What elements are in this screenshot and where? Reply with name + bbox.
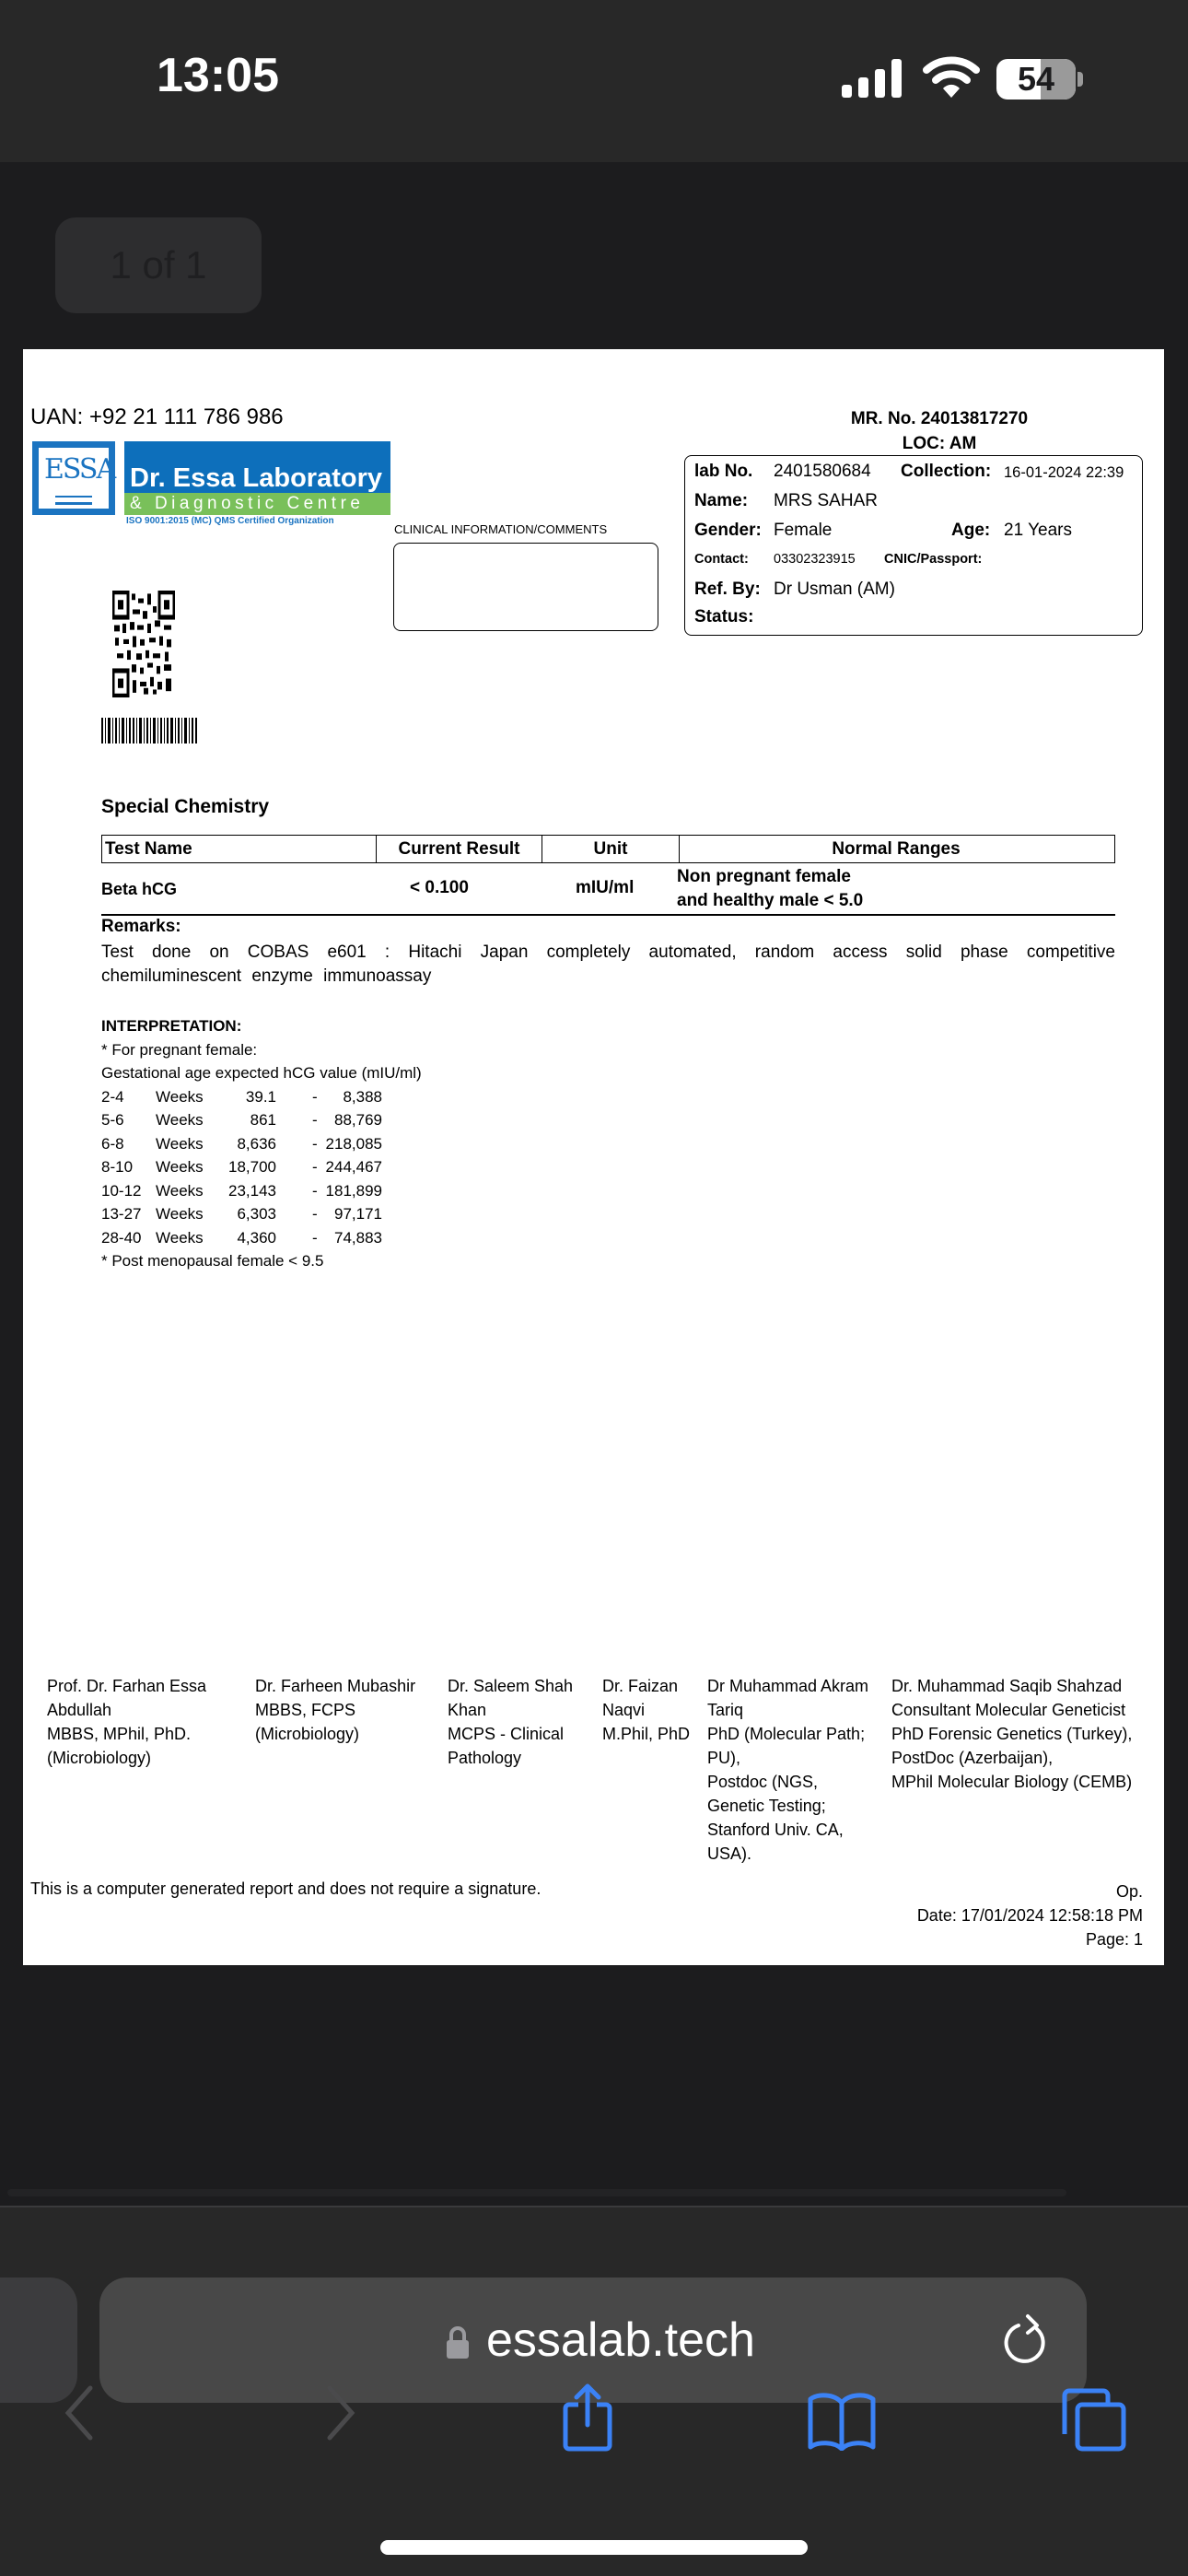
signatory-credential: MBBS, MPhil, PhD. bbox=[47, 1725, 192, 1743]
name-value: MRS SAHAR bbox=[774, 491, 878, 510]
signatory-credential: MPhil Molecular Biology (CEMB) bbox=[891, 1773, 1133, 1791]
pdf-viewer[interactable] bbox=[0, 162, 1188, 2207]
signatory bbox=[255, 1674, 415, 1746]
bookmarks-icon[interactable] bbox=[807, 2392, 877, 2451]
collection-label: Collection: bbox=[901, 462, 992, 481]
iso-certification: ISO 9001:2015 (MC) QMS Certified Organization bbox=[126, 516, 334, 526]
name-label: Name: bbox=[694, 491, 749, 510]
forward-icon[interactable] bbox=[322, 2384, 359, 2441]
hcg-range-row bbox=[101, 1155, 470, 1179]
lock-icon bbox=[444, 2325, 472, 2360]
signatory-credential: MCPS - Clinical bbox=[448, 1725, 565, 1743]
table-row-divider bbox=[101, 914, 1115, 916]
signatory-credential: M.Phil, PhD bbox=[602, 1725, 691, 1743]
hcg-range-row bbox=[101, 1179, 470, 1203]
interpretation-title: INTERPRETATION: bbox=[101, 1017, 242, 1035]
gestational-weeks: 6-8 bbox=[101, 1134, 124, 1153]
mr-block bbox=[778, 406, 1101, 456]
uan-number: UAN: +92 21 111 786 986 bbox=[30, 404, 284, 429]
weeks-unit: Weeks bbox=[156, 1181, 204, 1200]
signatory-credential: Tariq bbox=[707, 1701, 744, 1719]
battery-percent: 54 bbox=[1017, 60, 1055, 98]
qr-code bbox=[112, 591, 175, 697]
range-separator: - bbox=[312, 1228, 318, 1247]
hcg-range-row bbox=[101, 1132, 470, 1156]
clinical-info-box bbox=[393, 543, 658, 631]
range-separator: - bbox=[312, 1087, 318, 1106]
logo-mark-text: ESSA bbox=[44, 453, 115, 486]
footer-meta bbox=[917, 1879, 1143, 1951]
reload-icon[interactable] bbox=[1000, 2313, 1052, 2366]
ref-by-value: Dr Usman (AM) bbox=[774, 580, 895, 599]
signatory-credential: Postdoc (NGS, bbox=[707, 1773, 819, 1791]
logo-lab-mark bbox=[55, 496, 92, 505]
range-separator: - bbox=[312, 1111, 318, 1129]
signatory-credential: PhD (Molecular Path; bbox=[707, 1725, 866, 1743]
hcg-low: 6,303 bbox=[237, 1205, 276, 1223]
gender-label: Gender: bbox=[694, 521, 762, 540]
footer-note: This is a computer generated report and does not require a signature. bbox=[30, 1879, 542, 1898]
scroll-track[interactable] bbox=[7, 2189, 1066, 2196]
battery-icon bbox=[996, 59, 1076, 100]
signatory-credential: PhD Forensic Genetics (Turkey), bbox=[891, 1725, 1133, 1743]
page-indicator: 1 of 1 bbox=[55, 217, 262, 313]
weeks-unit: Weeks bbox=[156, 1087, 204, 1106]
lab-report-page bbox=[23, 349, 1164, 1965]
signatory-name: Dr. Saleem Shah bbox=[448, 1677, 574, 1695]
hcg-range-row bbox=[101, 1108, 470, 1132]
hcg-high: 88,769 bbox=[334, 1111, 382, 1129]
status-label: Status: bbox=[694, 607, 754, 626]
interpretation bbox=[101, 1014, 470, 1273]
status-bar bbox=[0, 0, 1188, 162]
hcg-low: 23,143 bbox=[228, 1181, 276, 1200]
hcg-high: 244,467 bbox=[325, 1158, 382, 1176]
signatory bbox=[891, 1674, 1132, 1794]
ref-by-label: Ref. By: bbox=[694, 580, 761, 599]
home-indicator[interactable] bbox=[380, 2540, 808, 2555]
signatory-credential: Pathology bbox=[448, 1749, 522, 1767]
signatory-credential: Naqvi bbox=[602, 1701, 646, 1719]
weeks-unit: Weeks bbox=[156, 1158, 204, 1176]
gestational-weeks: 13-27 bbox=[101, 1205, 142, 1223]
patient-info-box bbox=[684, 455, 1143, 636]
remarks-text: Test done on COBAS e601 : Hitachi Japan completely automated, random access solid phase competitive chemiluminescent enzyme immunoassay bbox=[101, 943, 1115, 986]
signatory bbox=[602, 1674, 690, 1746]
tabs-icon[interactable] bbox=[1059, 2388, 1127, 2453]
hcg-range-row bbox=[101, 1085, 470, 1109]
hcg-high: 74,883 bbox=[334, 1228, 382, 1247]
collection-value: 16-01-2024 22:39 bbox=[1004, 464, 1124, 481]
back-icon[interactable] bbox=[61, 2384, 98, 2441]
signatory-credential: PU), bbox=[707, 1749, 740, 1767]
range-separator: - bbox=[312, 1134, 318, 1153]
signatory bbox=[707, 1674, 868, 1866]
hcg-low: 18,700 bbox=[228, 1158, 276, 1176]
header-current-result: Current Result bbox=[377, 836, 542, 862]
interpretation-footnote: * Post menopausal female < 9.5 bbox=[101, 1252, 324, 1270]
unit: mIU/ml bbox=[576, 878, 635, 897]
signatory-credential: MBBS, FCPS bbox=[255, 1701, 356, 1719]
footer-op: Op. bbox=[1115, 1882, 1143, 1901]
url-text[interactable]: essalab.tech bbox=[486, 2313, 755, 2367]
signatory-credential: Abdullah bbox=[47, 1701, 112, 1719]
logo-title: Dr. Essa Laboratory bbox=[124, 441, 390, 493]
gestational-weeks: 8-10 bbox=[101, 1158, 134, 1176]
clinical-info-label: CLINICAL INFORMATION/COMMENTS bbox=[394, 522, 608, 536]
cnic-label: CNIC/Passport: bbox=[884, 552, 983, 567]
logo-subtitle: & Diagnostic Centre bbox=[124, 493, 390, 515]
results-table-header bbox=[101, 835, 1115, 863]
signatory bbox=[47, 1674, 206, 1770]
gestational-weeks: 28-40 bbox=[101, 1228, 142, 1247]
header-normal-ranges: Normal Ranges bbox=[832, 839, 961, 859]
wifi-icon bbox=[923, 55, 980, 100]
range-separator: - bbox=[312, 1205, 318, 1223]
range-separator: - bbox=[312, 1158, 318, 1176]
interpretation-line2: Gestational age expected hCG value (mIU/ml) bbox=[101, 1064, 422, 1082]
gestational-weeks: 5-6 bbox=[101, 1111, 124, 1129]
normal-range-line1: Non pregnant female bbox=[677, 867, 851, 886]
hcg-range-list bbox=[101, 1085, 470, 1250]
weeks-unit: Weeks bbox=[156, 1111, 204, 1129]
signatory-name: Dr. Faizan bbox=[602, 1677, 679, 1695]
status-time: 13:05 bbox=[157, 49, 279, 102]
gestational-weeks: 2-4 bbox=[101, 1087, 124, 1106]
current-result: < 0.100 bbox=[410, 878, 469, 897]
essa-logo-mark bbox=[32, 441, 115, 515]
lab-no-value: 2401580684 bbox=[774, 462, 871, 481]
range-separator: - bbox=[312, 1181, 318, 1200]
footer-page: Page: 1 bbox=[1085, 1930, 1143, 1949]
hcg-low: 8,636 bbox=[237, 1134, 276, 1153]
contact-value: 03302323915 bbox=[774, 552, 856, 567]
weeks-unit: Weeks bbox=[156, 1134, 204, 1153]
signatory-credential: USA). bbox=[707, 1844, 752, 1863]
age-label: Age: bbox=[951, 521, 991, 540]
normal-range-line2: and healthy male < 5.0 bbox=[677, 891, 864, 910]
signatory-name: Dr. Farheen Mubashir bbox=[255, 1677, 416, 1695]
signatory-name: Prof. Dr. Farhan Essa bbox=[47, 1677, 207, 1695]
mr-number: MR. No. 24013817270 bbox=[850, 409, 1029, 428]
signatory-credential: Consultant Molecular Geneticist bbox=[891, 1701, 1126, 1719]
signatory-credential: (Microbiology) bbox=[255, 1725, 360, 1743]
hcg-high: 97,171 bbox=[334, 1205, 382, 1223]
section-title: Special Chemistry bbox=[101, 796, 270, 817]
signatory-credential: Genetic Testing; bbox=[707, 1797, 826, 1815]
signatory-credential: Stanford Univ. CA, bbox=[707, 1821, 844, 1839]
interpretation-line1: * For pregnant female: bbox=[101, 1040, 258, 1059]
hcg-low: 4,360 bbox=[237, 1228, 276, 1247]
header-unit: Unit bbox=[542, 836, 680, 862]
weeks-unit: Weeks bbox=[156, 1228, 204, 1247]
gender-value: Female bbox=[774, 521, 833, 540]
hcg-low: 39.1 bbox=[245, 1087, 276, 1106]
barcode bbox=[101, 718, 198, 744]
browser-toolbar bbox=[0, 2206, 1188, 2576]
battery-tip bbox=[1077, 72, 1083, 87]
lab-no-label: lab No. bbox=[694, 462, 753, 481]
footer-date: Date: 17/01/2024 12:58:18 PM bbox=[916, 1906, 1143, 1925]
location: LOC: AM bbox=[902, 434, 977, 453]
age-value: 21 Years bbox=[1004, 521, 1072, 540]
hcg-high: 8,388 bbox=[343, 1087, 382, 1106]
signatory-name: Dr Muhammad Akram bbox=[707, 1677, 869, 1695]
gestational-weeks: 10-12 bbox=[101, 1181, 142, 1200]
contact-label: Contact: bbox=[694, 552, 749, 567]
signatory-credential: (Microbiology) bbox=[47, 1749, 152, 1767]
hcg-range-row bbox=[101, 1202, 470, 1226]
hcg-high: 218,085 bbox=[325, 1134, 382, 1153]
remarks-title: Remarks: bbox=[101, 917, 181, 936]
hcg-low: 861 bbox=[250, 1111, 276, 1129]
test-name: Beta hCG bbox=[101, 880, 178, 898]
signatory-credential: PostDoc (Azerbaijan), bbox=[891, 1749, 1054, 1767]
header-test-name: Test Name bbox=[102, 836, 377, 862]
share-icon[interactable] bbox=[558, 2383, 617, 2453]
signatory-credential: Khan bbox=[448, 1701, 487, 1719]
weeks-unit: Weeks bbox=[156, 1205, 204, 1223]
signatory bbox=[448, 1674, 573, 1770]
cellular-signal-icon bbox=[842, 59, 903, 98]
signatory-name: Dr. Muhammad Saqib Shahzad bbox=[891, 1677, 1123, 1695]
hcg-high: 181,899 bbox=[325, 1181, 382, 1200]
hcg-range-row bbox=[101, 1226, 470, 1250]
